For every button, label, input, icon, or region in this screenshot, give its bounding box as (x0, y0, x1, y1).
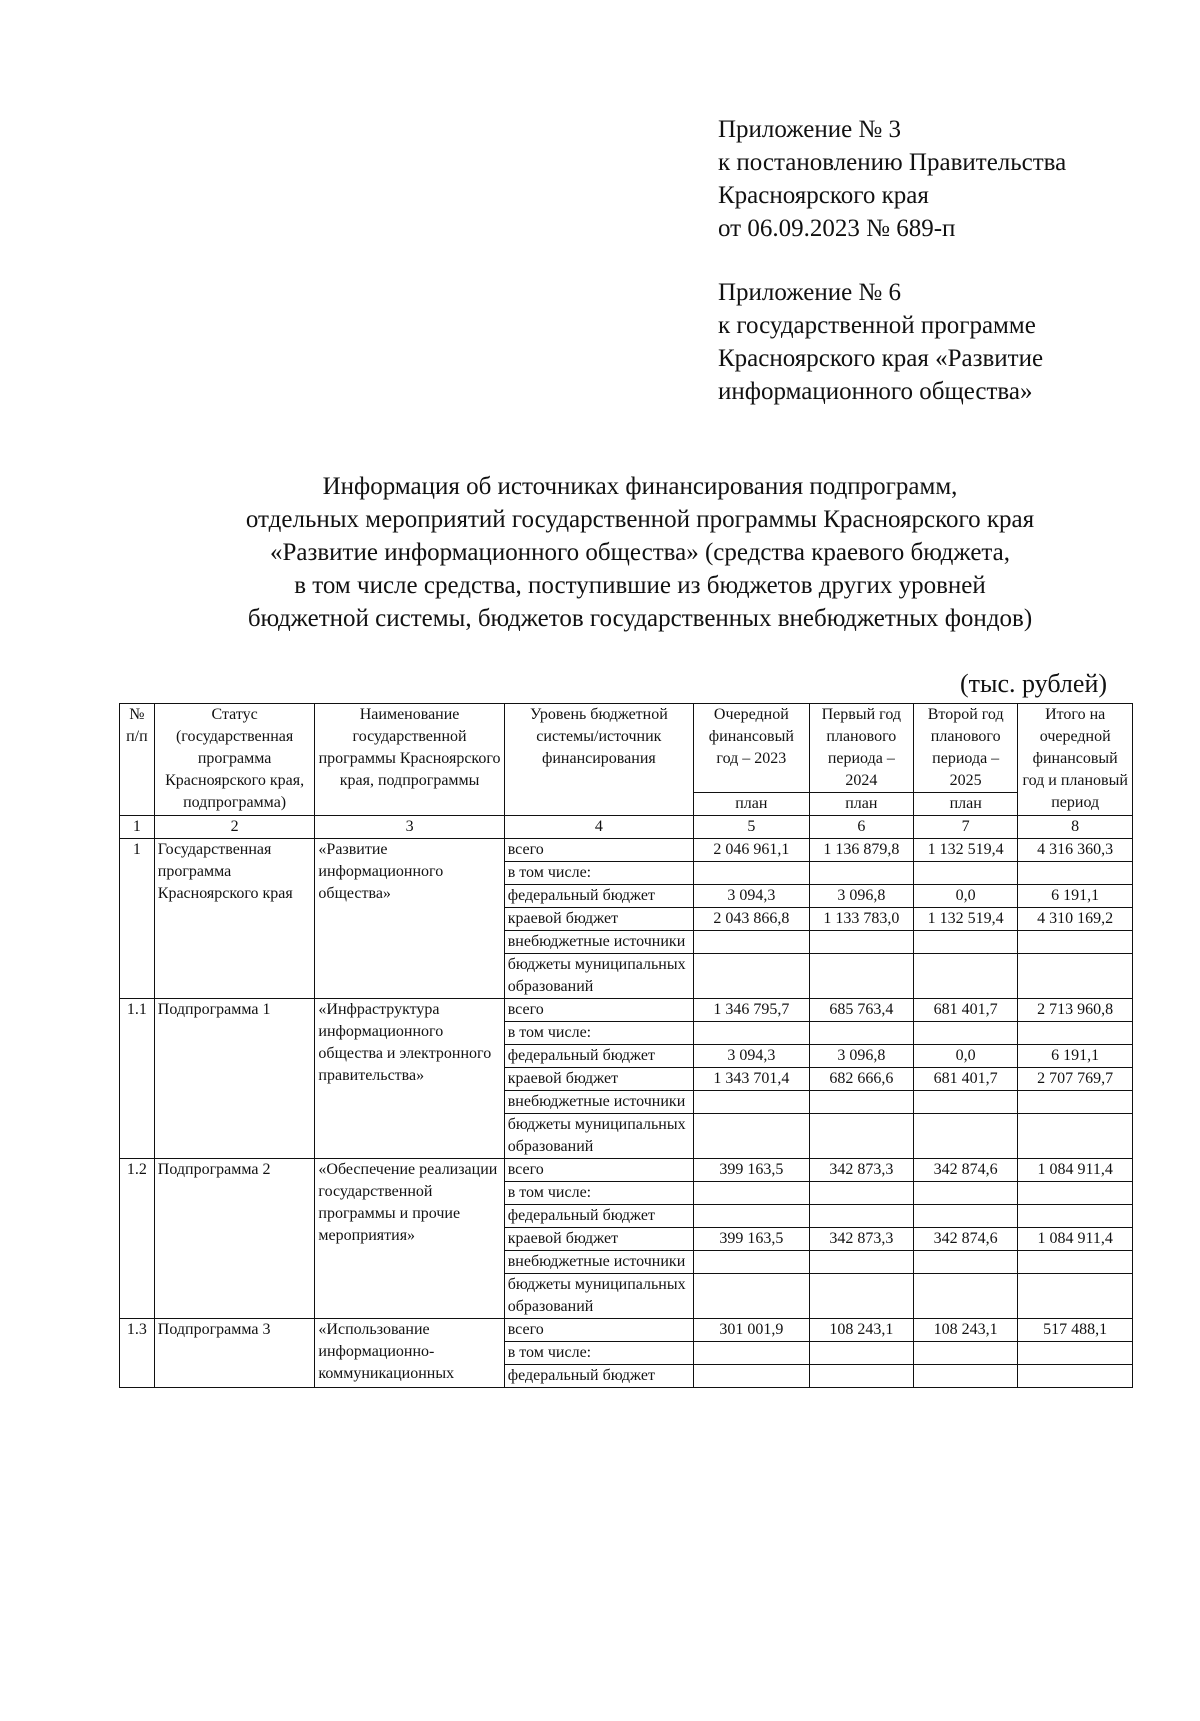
value-cell: 108 243,1 (914, 1319, 1018, 1342)
value-cell (694, 954, 810, 999)
document-title (120, 470, 1160, 635)
row-program-name: «Инфраструктура информационного общества и электронного правительства» (315, 999, 504, 1159)
units-label: (тыс. рублей) (960, 669, 1108, 698)
value-cell (694, 862, 810, 885)
appendix-line: Красноярского края (718, 182, 929, 209)
value-total-cell: 2 713 960,8 (1018, 999, 1133, 1022)
value-cell (914, 954, 1018, 999)
value-cell: 3 094,3 (694, 1045, 810, 1068)
value-cell (694, 1022, 810, 1045)
value-cell (809, 1251, 913, 1274)
value-total-cell (1018, 1182, 1133, 1205)
value-total-cell (1018, 1342, 1133, 1365)
value-total-cell (1018, 1274, 1133, 1319)
funding-source-label: в том числе: (504, 1182, 693, 1205)
appendix-line: Приложение № 6 (718, 279, 902, 306)
value-cell (694, 1274, 810, 1319)
funding-source-label: в том числе: (504, 1342, 693, 1365)
value-cell (914, 1205, 1018, 1228)
plan-label: план (694, 793, 810, 816)
value-cell: 681 401,7 (914, 1068, 1018, 1091)
value-cell (809, 862, 913, 885)
appendix-line: Красноярского края «Развитие (718, 345, 1044, 372)
column-number: 2 (154, 816, 315, 839)
value-total-cell: 2 707 769,7 (1018, 1068, 1133, 1091)
value-cell (914, 1022, 1018, 1045)
value-total-cell (1018, 1365, 1133, 1388)
row-number: 1.2 (120, 1159, 155, 1319)
appendix-line: информационного общества» (718, 378, 1033, 405)
table-row (120, 999, 1133, 1022)
value-cell (694, 1114, 810, 1159)
value-cell: 0,0 (914, 885, 1018, 908)
value-cell: 342 873,3 (809, 1228, 913, 1251)
value-cell (914, 1365, 1018, 1388)
funding-source-label: федеральный бюджет (504, 1205, 693, 1228)
funding-source-label: бюджеты муниципальных образований (504, 954, 693, 999)
appendix-line: к постановлению Правительства (718, 149, 1067, 176)
value-total-cell: 1 084 911,4 (1018, 1159, 1133, 1182)
value-cell (694, 1205, 810, 1228)
row-program-name: «Использование информационно-коммуникационных (315, 1319, 504, 1388)
appendix-line: Приложение № 3 (718, 116, 902, 143)
value-cell: 342 873,3 (809, 1159, 913, 1182)
value-cell (914, 1182, 1018, 1205)
value-cell (809, 1274, 913, 1319)
value-cell (914, 1091, 1018, 1114)
value-cell (914, 1274, 1018, 1319)
row-status: Подпрограмма 1 (154, 999, 315, 1159)
funding-source-label: всего (504, 839, 693, 862)
row-number: 1.1 (120, 999, 155, 1159)
value-cell (809, 1342, 913, 1365)
appendix-line: от 06.09.2023 № 689-п (718, 215, 956, 242)
column-number: 1 (120, 816, 155, 839)
value-cell (694, 1365, 810, 1388)
title-line: бюджетной системы, бюджетов государственных внебюджетных фондов) (247, 605, 1033, 632)
value-cell (694, 1091, 810, 1114)
value-cell (809, 1114, 913, 1159)
column-number: 3 (315, 816, 504, 839)
funding-source-label: федеральный бюджет (504, 885, 693, 908)
funding-source-label: в том числе: (504, 1022, 693, 1045)
value-cell: 301 001,9 (694, 1319, 810, 1342)
value-cell: 3 094,3 (694, 885, 810, 908)
table-row (120, 1159, 1133, 1182)
funding-source-label: всего (504, 1159, 693, 1182)
value-cell (914, 862, 1018, 885)
column-number: 6 (809, 816, 913, 839)
funding-source-label: краевой бюджет (504, 1228, 693, 1251)
value-total-cell: 4 310 169,2 (1018, 908, 1133, 931)
funding-source-label: внебюджетные источники (504, 931, 693, 954)
funding-source-label: всего (504, 999, 693, 1022)
header-row (120, 704, 1133, 793)
value-cell: 1 346 795,7 (694, 999, 810, 1022)
column-number: 8 (1018, 816, 1133, 839)
value-cell (809, 954, 913, 999)
funding-source-label: федеральный бюджет (504, 1365, 693, 1388)
value-cell: 1 343 701,4 (694, 1068, 810, 1091)
title-line: в том числе средства, поступившие из бюджетов других уровней (294, 572, 986, 599)
value-cell (809, 1205, 913, 1228)
value-total-cell: 517 488,1 (1018, 1319, 1133, 1342)
value-total-cell (1018, 1091, 1133, 1114)
funding-source-label: внебюджетные источники (504, 1251, 693, 1274)
value-cell: 3 096,8 (809, 885, 913, 908)
value-total-cell: 6 191,1 (1018, 1045, 1133, 1068)
appendix-3-header (718, 113, 1066, 245)
funding-source-label: в том числе: (504, 862, 693, 885)
value-total-cell (1018, 1022, 1133, 1045)
value-cell: 0,0 (914, 1045, 1018, 1068)
column-number: 5 (694, 816, 810, 839)
value-cell: 681 401,7 (914, 999, 1018, 1022)
col-header-name: Наименование государственной программы Красноярского края, подпрограммы (315, 704, 504, 816)
appendix-line: к государственной программе (718, 312, 1036, 339)
value-cell: 2 046 961,1 (694, 839, 810, 862)
appendix-6-header (718, 276, 1043, 408)
value-cell (809, 1365, 913, 1388)
value-cell (914, 931, 1018, 954)
col-header-status: Статус (государственная программа Красноярского края, подпрограмма) (154, 704, 315, 816)
value-cell (809, 1091, 913, 1114)
value-total-cell: 6 191,1 (1018, 885, 1133, 908)
title-line: Информация об источниках финансирования подпрограмм, (322, 473, 958, 500)
value-total-cell (1018, 931, 1133, 954)
title-line: «Развитие информационного общества» (средства краевого бюджета, (269, 539, 1011, 566)
row-program-name: «Обеспечение реализации государственной программы и прочие мероприятия» (315, 1159, 504, 1319)
column-number-row (120, 816, 1133, 839)
value-cell (914, 1114, 1018, 1159)
col-header-total: Итого на очередной финансовый год и плановый период (1018, 704, 1133, 816)
col-header-num: № п/п (120, 704, 155, 816)
row-number: 1 (120, 839, 155, 999)
value-cell: 1 133 783,0 (809, 908, 913, 931)
funding-source-label: краевой бюджет (504, 1068, 693, 1091)
value-cell: 682 666,6 (809, 1068, 913, 1091)
value-cell: 3 096,8 (809, 1045, 913, 1068)
title-line: отдельных мероприятий государственной программы Красноярского края (245, 506, 1035, 533)
col-header-2024: Первый год планового периода – 2024 (809, 704, 913, 793)
funding-source-label: федеральный бюджет (504, 1045, 693, 1068)
value-cell (914, 1342, 1018, 1365)
value-cell: 108 243,1 (809, 1319, 913, 1342)
row-status: Подпрограмма 3 (154, 1319, 315, 1388)
value-cell (809, 1182, 913, 1205)
row-status: Государственная программа Красноярского края (154, 839, 315, 999)
row-program-name: «Развитие информационного общества» (315, 839, 504, 999)
value-cell (809, 931, 913, 954)
column-number: 7 (914, 816, 1018, 839)
value-total-cell (1018, 954, 1133, 999)
value-cell: 399 163,5 (694, 1228, 810, 1251)
financing-table (119, 703, 1133, 1388)
value-total-cell: 4 316 360,3 (1018, 839, 1133, 862)
table-row (120, 839, 1133, 862)
funding-source-label: бюджеты муниципальных образований (504, 1114, 693, 1159)
value-cell: 685 763,4 (809, 999, 913, 1022)
value-total-cell (1018, 1205, 1133, 1228)
table-row (120, 1319, 1133, 1342)
funding-source-label: бюджеты муниципальных образований (504, 1274, 693, 1319)
col-header-2023: Очередной финансовый год – 2023 (694, 704, 810, 793)
column-number: 4 (504, 816, 693, 839)
value-cell: 342 874,6 (914, 1228, 1018, 1251)
value-cell: 1 136 879,8 (809, 839, 913, 862)
value-cell: 1 132 519,4 (914, 839, 1018, 862)
value-cell: 399 163,5 (694, 1159, 810, 1182)
value-cell (914, 1251, 1018, 1274)
value-total-cell: 1 084 911,4 (1018, 1228, 1133, 1251)
plan-label: план (914, 793, 1018, 816)
value-cell: 1 132 519,4 (914, 908, 1018, 931)
value-total-cell (1018, 862, 1133, 885)
col-header-2025: Второй год планового периода – 2025 (914, 704, 1018, 793)
value-total-cell (1018, 1114, 1133, 1159)
plan-label: план (809, 793, 913, 816)
value-cell (694, 1182, 810, 1205)
row-status: Подпрограмма 2 (154, 1159, 315, 1319)
funding-source-label: краевой бюджет (504, 908, 693, 931)
value-cell: 2 043 866,8 (694, 908, 810, 931)
value-cell (809, 1022, 913, 1045)
value-total-cell (1018, 1251, 1133, 1274)
funding-source-label: внебюджетные источники (504, 1091, 693, 1114)
table-body (120, 839, 1133, 1388)
row-number: 1.3 (120, 1319, 155, 1388)
funding-source-label: всего (504, 1319, 693, 1342)
value-cell (694, 1251, 810, 1274)
value-cell (694, 1342, 810, 1365)
col-header-level: Уровень бюджетной системы/источник финансирования (504, 704, 693, 816)
value-cell: 342 874,6 (914, 1159, 1018, 1182)
value-cell (694, 931, 810, 954)
